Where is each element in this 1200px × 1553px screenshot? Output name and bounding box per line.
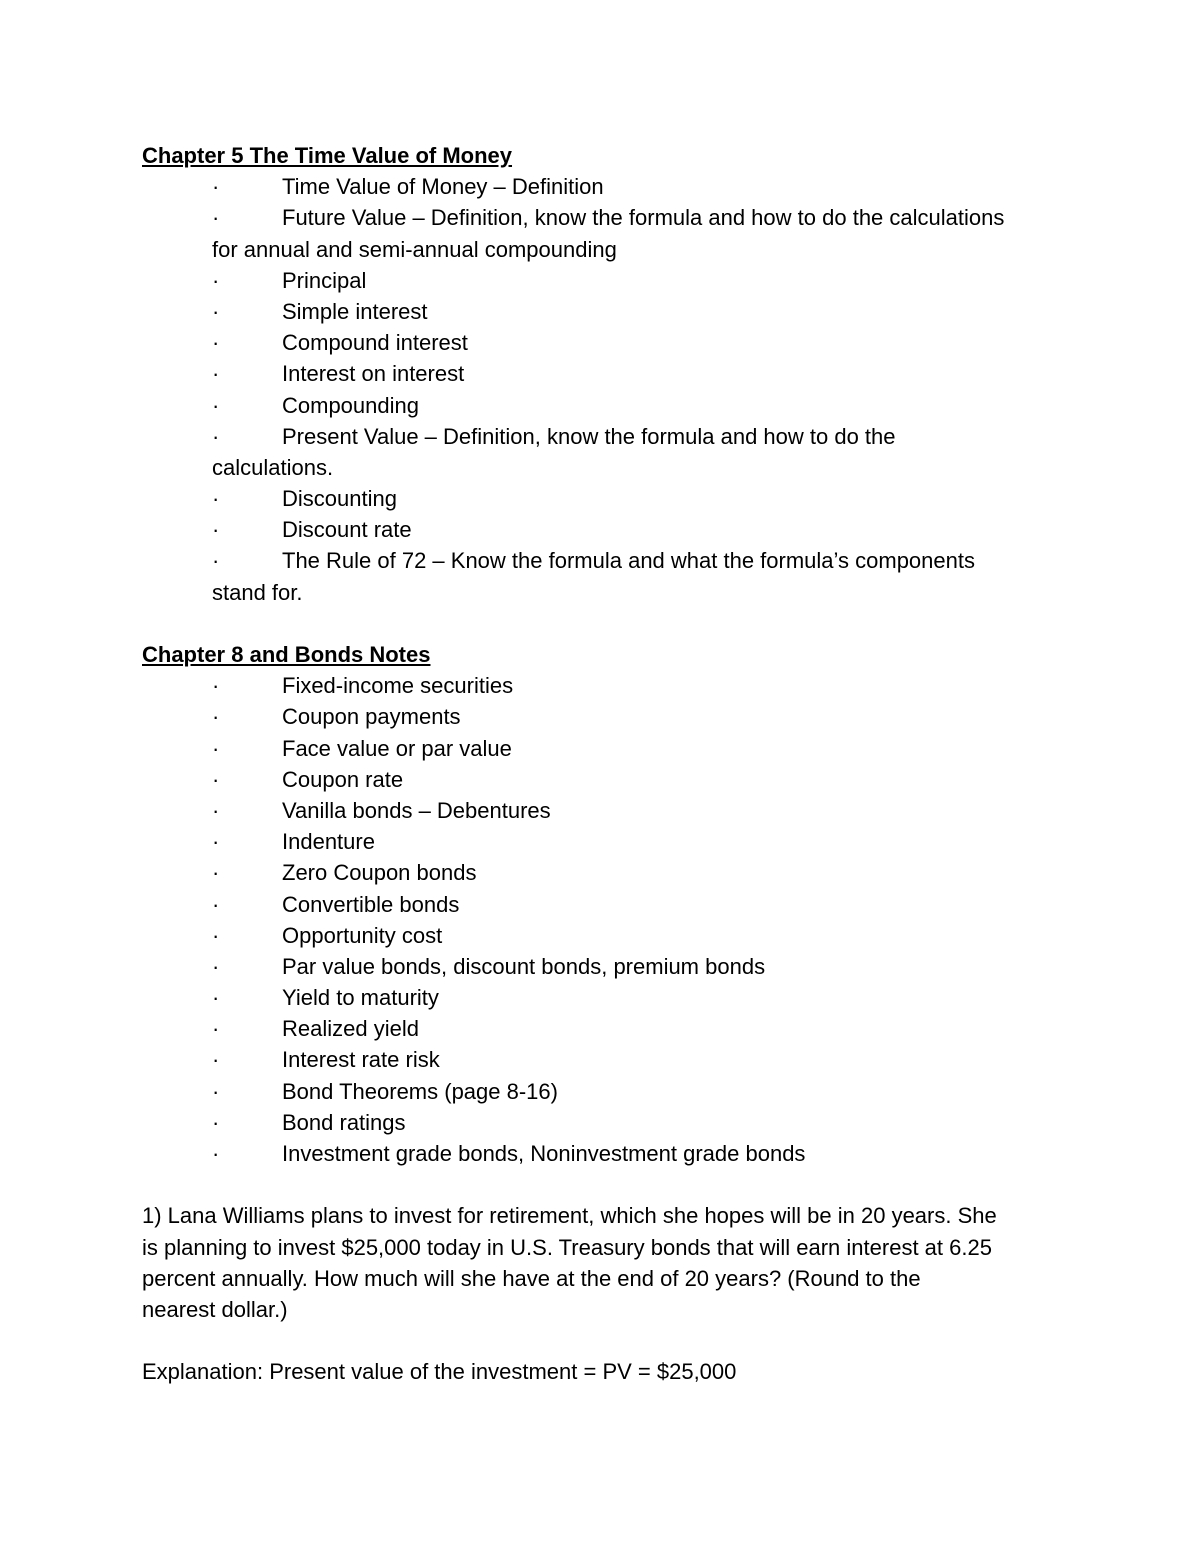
bullet-item [142, 1013, 1082, 1044]
bullet-item-text: Interest on interest [282, 361, 465, 387]
bullet-item-text: Face value or par value [282, 735, 512, 761]
bullet-item [142, 171, 1082, 202]
bullet-item-text: Fixed-income securities [282, 673, 514, 699]
bullet-glyph: · [212, 1141, 220, 1166]
bullet-glyph: · [212, 361, 220, 387]
bullet-glyph: · [212, 985, 220, 1011]
bullet-item-text: Realized yield [282, 1016, 419, 1042]
bullet-item [142, 764, 1082, 795]
bullet-item-text: Vanilla bonds – Debentures [282, 797, 551, 823]
bullet-glyph: · [212, 330, 220, 356]
bullet-item [142, 826, 1082, 857]
bullet-item [142, 670, 1082, 701]
bullet-item [142, 483, 1082, 514]
question-line: percent annually. How much will she have at the end of 20 years? (Round to the [142, 1265, 921, 1291]
bullet-item [142, 514, 1082, 545]
bullet-glyph: · [212, 423, 220, 449]
bullet-item [142, 857, 1082, 888]
bullet-item [142, 701, 1082, 732]
bullet-glyph: · [212, 1109, 220, 1135]
explanation-line: Explanation: Present value of the investment = PV = $25,000 [142, 1359, 737, 1385]
bullet-item [142, 1107, 1082, 1138]
bullet-glyph: · [212, 704, 220, 730]
bullet-glyph: · [212, 298, 220, 324]
bullet-item-text: Bond Theorems (page 8-16) [282, 1078, 558, 1104]
question-line: nearest dollar.) [142, 1296, 288, 1322]
bullet-item-text: Yield to maturity [282, 985, 439, 1011]
bullet-item [142, 327, 1082, 358]
bullet-item [142, 296, 1082, 327]
bullet-glyph: · [212, 735, 220, 761]
bullet-glyph: · [212, 797, 220, 823]
bullet-item-text: Time Value of Money – Definition [282, 174, 604, 200]
bullet-glyph: · [212, 486, 220, 512]
bullet-glyph: · [212, 766, 220, 792]
chapter8-heading: Chapter 8 and Bonds Notes [142, 642, 431, 667]
bullet-item-text: Present Value – Definition, know the formula and how to do the [282, 423, 896, 449]
bullet-item [142, 265, 1082, 296]
bullet-item [142, 1138, 1082, 1169]
bullet-item-text: Discount rate [282, 517, 412, 543]
bullet-item-text: Coupon rate [282, 766, 404, 792]
bullet-item-text: Interest rate risk [282, 1047, 440, 1073]
bullet-item-text: Convertible bonds [282, 891, 460, 917]
bullet-item-continuation: stand for. [212, 579, 303, 605]
bullet-glyph: · [212, 205, 220, 231]
bullet-item [142, 733, 1082, 764]
question-line: is planning to invest $25,000 today in U.S. Treasury bonds that will earn interest at 6.25 [142, 1234, 992, 1260]
bullet-item [142, 982, 1082, 1013]
bullet-glyph: · [212, 673, 220, 699]
bullet-item-text: Discounting [282, 486, 397, 512]
question-paragraph [142, 1200, 1082, 1325]
bullet-item-continuation: for annual and semi-annual compounding [212, 236, 617, 262]
bullet-item-text: Bond ratings [282, 1109, 406, 1135]
bullet-item-text: Zero Coupon bonds [282, 860, 477, 886]
bullet-item [142, 1044, 1082, 1075]
chapter5-list [142, 171, 1082, 608]
bullet-item [142, 1076, 1082, 1107]
bullet-item-text: Par value bonds, discount bonds, premium bonds [282, 953, 766, 979]
bullet-item [142, 358, 1082, 389]
spacer [142, 1169, 1082, 1200]
bullet-item [142, 390, 1082, 421]
bullet-item-text: Compound interest [282, 330, 468, 356]
bullet-glyph: · [212, 392, 220, 418]
bullet-item [142, 795, 1082, 826]
bullet-item [142, 920, 1082, 951]
bullet-glyph: · [212, 267, 220, 293]
bullet-item [142, 889, 1082, 920]
bullet-glyph: · [212, 922, 220, 948]
bullet-glyph: · [212, 1078, 220, 1104]
bullet-glyph: · [212, 860, 220, 886]
bullet-glyph: · [212, 517, 220, 543]
bullet-item [142, 951, 1082, 982]
question-line: 1) Lana Williams plans to invest for retirement, which she hopes will be in 20 years. She [142, 1203, 997, 1229]
bullet-item-text: Indenture [282, 829, 375, 855]
bullet-item-text: Compounding [282, 392, 419, 418]
chapter5-heading: Chapter 5 The Time Value of Money [142, 143, 513, 168]
bullet-item [142, 202, 1082, 233]
bullet-item-text: Coupon payments [282, 704, 461, 730]
bullet-item-text: The Rule of 72 – Know the formula and what the formula’s components [282, 548, 975, 574]
bullet-item-text: Simple interest [282, 298, 428, 324]
document-content [142, 140, 1082, 1388]
bullet-glyph: · [212, 174, 220, 200]
bullet-item-continuation: calculations. [212, 454, 334, 480]
bullet-item-text: Opportunity cost [282, 922, 443, 948]
bullet-glyph: · [212, 891, 220, 917]
bullet-item [142, 545, 1082, 576]
bullet-glyph: · [212, 1016, 220, 1042]
bullet-glyph: · [212, 1047, 220, 1073]
chapter8-list [142, 670, 1082, 1169]
bullet-item-text: Future Value – Definition, know the formula and how to do the calculations [282, 205, 1005, 231]
bullet-glyph: · [212, 953, 220, 979]
bullet-glyph: · [212, 548, 220, 574]
spacer [142, 1325, 1082, 1356]
bullet-item-text: Investment grade bonds, Noninvestment grade bonds [282, 1141, 806, 1166]
bullet-item [142, 421, 1082, 452]
bullet-item-text: Principal [282, 267, 367, 293]
spacer [142, 608, 1082, 639]
bullet-glyph: · [212, 829, 220, 855]
